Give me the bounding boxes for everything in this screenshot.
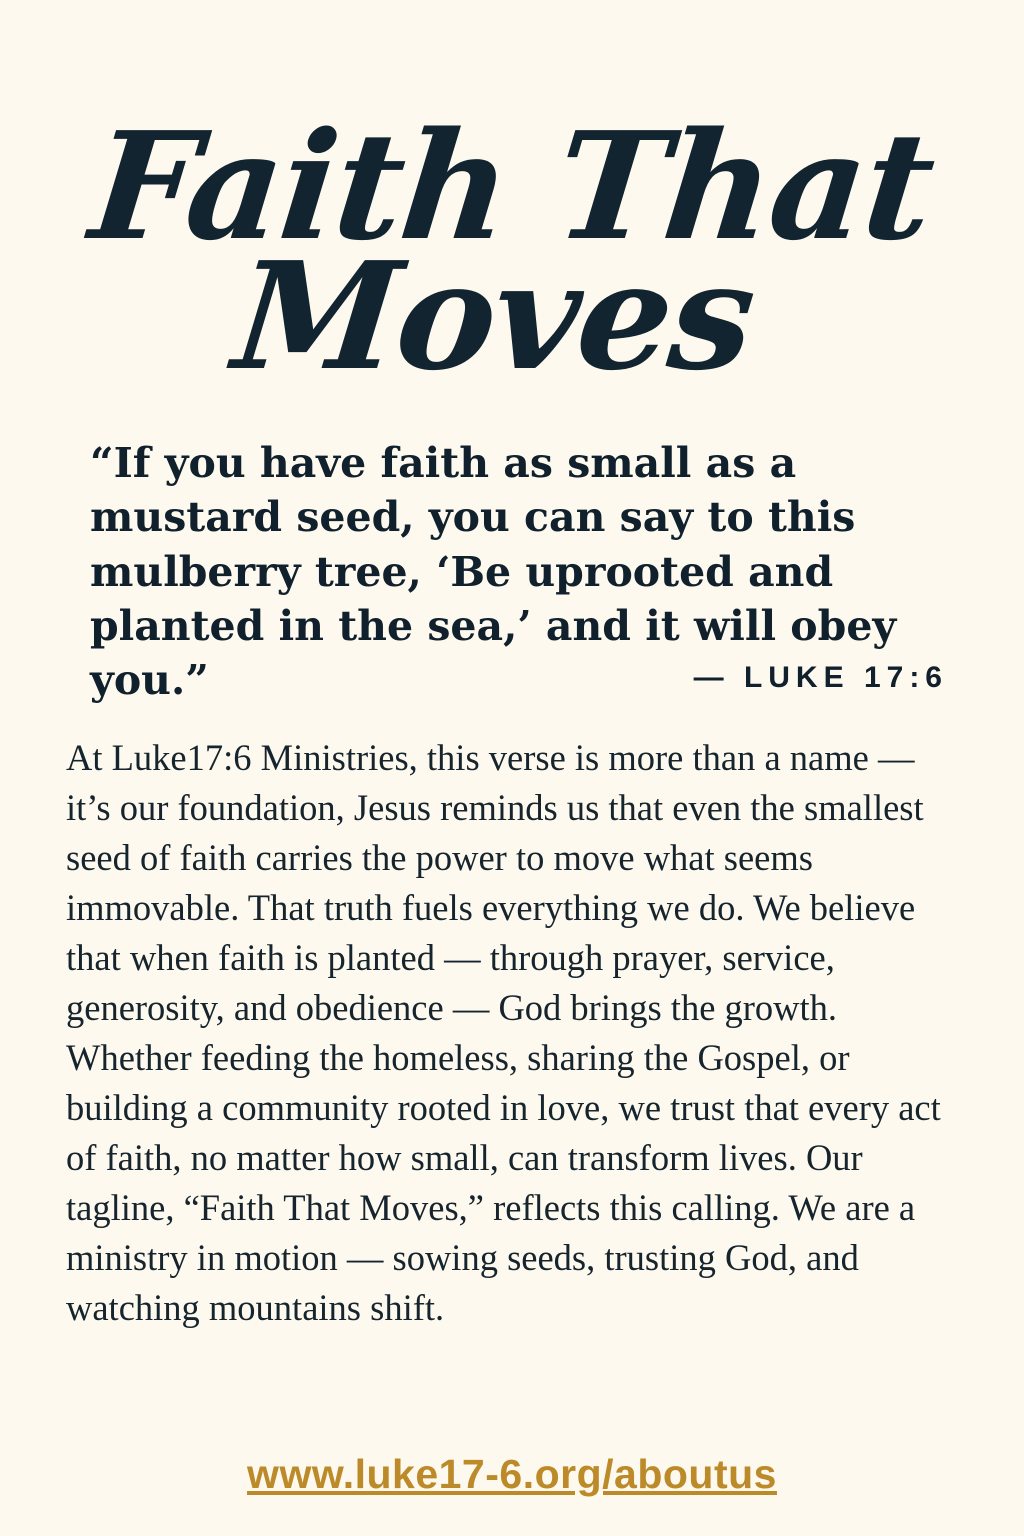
website-url-link[interactable]: www.luke17-6.org/aboutus xyxy=(247,1451,777,1497)
verse-text: “If you have faith as small as a mustard seed, you can say to this mulberry tree, ‘Be uprooted and planted in the sea,’ and it will obey you.” xyxy=(90,439,897,704)
body-block xyxy=(62,733,962,1333)
verse-block xyxy=(62,436,962,704)
footer-url-block xyxy=(0,1451,1024,1498)
title-line-1: Faith That xyxy=(83,99,941,273)
about-paragraph: At Luke17:6 Ministries, this verse is more than a name — it’s our foundation, Jesus reminds us that even the smallest seed of faith carries the power to move what seems immovable. That truth fuels everything we do. We believe that when faith is planted — through prayer, service, generosity, and obedience — God brings the growth. Whether feeding the homeless, sharing the Gospel, or building a community rooted in love, we trust that every act of faith, no matter how small, can transform lives. Our tagline, “Faith That Moves,” reflects this calling. We are a ministry in motion — sowing seeds, trusting God, and watching mountains shift. xyxy=(66,736,941,1328)
verse-reference-row xyxy=(90,661,950,695)
title-line-2: Moves xyxy=(226,229,762,404)
title-block xyxy=(62,0,962,404)
verse-reference: — LUKE 17:6 xyxy=(693,660,948,694)
